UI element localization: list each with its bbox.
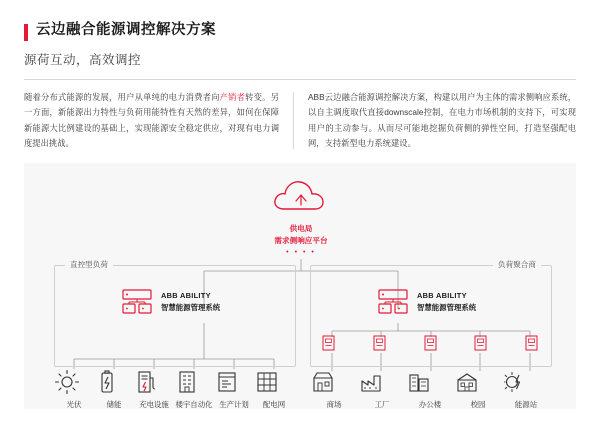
factory-icon	[358, 369, 406, 395]
direct-load-icon-row	[54, 369, 294, 410]
mall-icon	[310, 369, 358, 395]
page-title: 云边融合能源调控解决方案	[36, 22, 216, 38]
list-item	[310, 369, 358, 410]
page-header	[24, 22, 576, 41]
ems-server-icon	[120, 287, 154, 317]
energy-storage-station-icon	[502, 369, 550, 395]
platform-dots: • • • •	[286, 249, 316, 257]
platform-label	[242, 223, 360, 246]
intro-left-part2: 转变。另一方面，新能源出力特性与负荷用能特性有天然的差异，如何在保障新能源大比例建设的基础上，实现能源安全稳定供应，对现有电力调度提出挑战。	[24, 92, 279, 149]
list-item-label: 配电网	[262, 400, 286, 410]
list-item	[358, 369, 406, 410]
solar-pv-icon	[54, 369, 94, 395]
abb-name-left: 智慧能源管理系统	[161, 303, 221, 313]
meter-icon	[424, 335, 437, 351]
list-item	[502, 369, 550, 410]
abb-ems-text-right	[417, 291, 476, 313]
list-item-label: 光伏	[66, 400, 82, 410]
battery-icon	[94, 369, 134, 395]
page-subtitle: 源荷互动，高效调控	[24, 53, 142, 67]
cloud-icon	[270, 175, 332, 217]
meter-icon	[525, 335, 538, 351]
office-icon	[406, 369, 454, 395]
list-item-label: 校园	[470, 400, 486, 410]
meter-row	[322, 335, 538, 351]
intro-left-highlight: 产销者	[219, 92, 246, 102]
abb-brand-left: ABB ABILITY	[161, 291, 211, 301]
solution-diagram	[24, 163, 576, 409]
ems-server-icon	[376, 287, 410, 317]
intro-paragraph-left	[24, 90, 293, 151]
header-divider	[24, 79, 576, 80]
list-item	[134, 369, 174, 410]
list-item	[254, 369, 294, 410]
building-icon	[174, 369, 214, 395]
intro-columns	[24, 90, 576, 151]
production-plan-icon	[214, 369, 254, 395]
intro-left-part1: 随着分布式能源的发展，用户从单纯的电力消费者向	[24, 92, 220, 102]
list-item	[174, 369, 214, 410]
abb-ems-block-left	[120, 287, 220, 317]
list-item-label: 商场	[326, 400, 342, 410]
campus-icon	[454, 369, 502, 395]
list-item	[54, 369, 94, 410]
group-load-aggregator-label: 负荷聚合商	[493, 259, 541, 270]
column-divider	[293, 92, 294, 149]
list-item	[406, 369, 454, 410]
abb-brand-right: ABB ABILITY	[417, 291, 467, 301]
list-item-label: 充电设施	[139, 400, 169, 410]
abb-name-right: 智慧能源管理系统	[417, 303, 477, 313]
platform-label-line2: 需求侧响应平台	[274, 235, 328, 245]
list-item	[94, 369, 134, 410]
aggregator-icon-row	[310, 369, 550, 410]
list-item-label: 办公楼	[418, 400, 442, 410]
list-item-label: 工厂	[374, 400, 390, 410]
accent-bar	[24, 24, 28, 41]
intro-paragraph-right: ABB云边融合能源调控解决方案，构建以用户为主体的需求侧响应系统，以自主调度取代直接downscale控制，在电力市场机制的支持下，可实现用户的主动参与。从而尽可能地挖掘负荷侧的弹性空间，打造坚强配电网，支持新型电力系统建设。	[308, 92, 576, 149]
meter-icon	[373, 335, 386, 351]
meter-icon	[322, 335, 335, 351]
group-direct-load-label: 直控型负荷	[65, 259, 113, 270]
list-item	[454, 369, 502, 410]
abb-ems-text-left	[161, 291, 220, 313]
list-item-label: 储能	[106, 400, 122, 410]
platform-label-line1: 供电局	[289, 224, 313, 234]
meter-icon	[474, 335, 487, 351]
grid-icon	[254, 369, 294, 395]
list-item-label: 能源站	[514, 400, 538, 410]
ev-charger-icon	[134, 369, 174, 395]
list-item-label: 楼宇自动化	[175, 400, 213, 410]
abb-ems-block-right	[376, 287, 476, 317]
list-item-label: 生产计划	[219, 400, 249, 410]
list-item	[214, 369, 254, 410]
